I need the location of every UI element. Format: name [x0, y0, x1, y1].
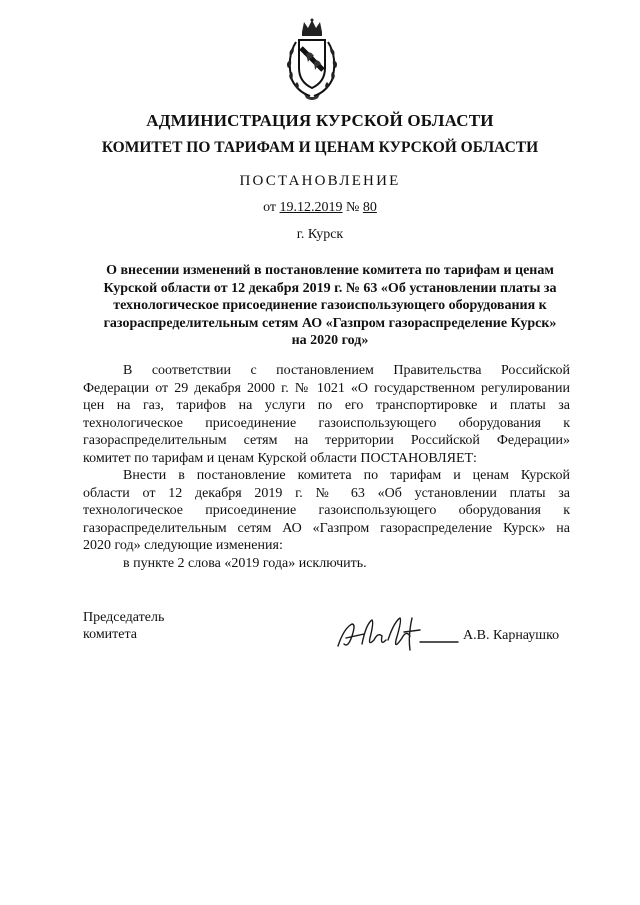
title-line: газораспределительным сетям АО «Газпром газораспределение Курск»: [103, 315, 557, 331]
text-line: в пункте 2 слова «2019 года» исключить.: [123, 556, 367, 571]
document-type: ПОСТАНОВЛЕНИЕ: [239, 173, 401, 189]
text-line: цен на газ, тарифов на услуги по его транспортировке и платы за: [83, 398, 570, 413]
title-line: технологическое присоединение газоиспользующего оборудования к: [113, 298, 547, 313]
position-line: комитета: [83, 627, 138, 642]
text-line: газораспределительным сетям АО «Газпром газораспределение Курск» на: [83, 520, 570, 536]
organization-name: АДМИНИСТРАЦИЯ КУРСКОЙ ОБЛАСТИ: [146, 111, 494, 130]
title-line: на 2020 год»: [291, 333, 369, 348]
text-line: В соответствии с постановлением Правительства Российской: [123, 363, 570, 378]
text-line: области от 12 декабря 2019 г. № 63 «Об установлении платы за: [83, 485, 570, 501]
coat-of-arms-emblem: [284, 18, 340, 100]
signatory-position: [83, 609, 164, 643]
text-line: 2020 год» следующие изменения:: [83, 538, 283, 553]
paragraph-change: [83, 555, 570, 573]
document-date: 19.12.2019: [279, 200, 343, 215]
title-line: О внесении изменений в постановление комитета по тарифам и ценам: [106, 263, 554, 278]
date-prefix: от: [263, 200, 277, 215]
handwritten-signature: [334, 610, 459, 660]
position-line: Председатель: [83, 610, 165, 625]
document-city: г. Курск: [296, 227, 344, 242]
text-line: Федерации от 29 декабря 2000 г. № 1021 «О государственном регулировании: [83, 380, 570, 396]
text-line: Внести в постановление комитета по тарифам и ценам Курской: [123, 468, 570, 483]
text-line: технологическое присоединение газоиспользующего оборудования к: [83, 503, 570, 518]
document-title: [80, 262, 580, 350]
committee-name: КОМИТЕТ ПО ТАРИФАМ И ЦЕНАМ КУРСКОЙ ОБЛАСТИ: [101, 139, 539, 156]
number-prefix: №: [346, 200, 360, 215]
text-line: комитет по тарифам и ценам Курской области ПОСТАНОВЛЯЕТ:: [83, 450, 477, 466]
document-date-number: [0, 200, 640, 216]
title-line: Курской области от 12 декабря 2019 г. № 63 «Об установлении платы за: [103, 280, 557, 296]
paragraph-amendment: [83, 467, 570, 555]
signatory-name: А.В. Карнаушко: [463, 628, 560, 643]
document-number: 80: [362, 200, 377, 215]
paragraph-preamble: [83, 362, 570, 467]
text-line: технологическое присоединение газоиспользующего оборудования к: [83, 415, 570, 431]
text-line: газораспределительным сетям на территории Российской Федерации»: [83, 433, 570, 448]
